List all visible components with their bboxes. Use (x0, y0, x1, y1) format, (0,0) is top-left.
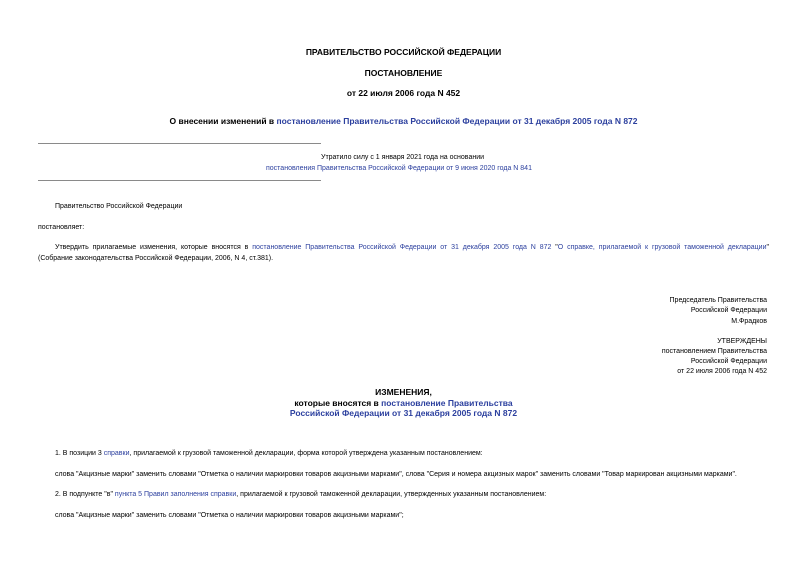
signature-name: М.Фрадков (731, 318, 767, 325)
paragraph-source: (Собрание законодательства Российской Федерации, 2006, N 4, ст.381). (38, 255, 274, 262)
status-line: Утратило силу с 1 января 2021 года на основании (321, 154, 485, 161)
approved-by: постановлением Правительства (661, 348, 767, 355)
item-2-pre: 2. В подпункте "в" (55, 491, 115, 498)
issuer: Правительство Российской Федерации (55, 203, 183, 210)
item-1-text: слова "Акцизные марки" заменить словами "Отметка о наличии маркировки товаров акцизными марками", слова "Серия и номера акцизных марок" заменить словами "Товар маркирован акцизными марками". (55, 471, 737, 478)
status-top-divider (38, 143, 321, 144)
para-start: Утвердить прилагаемые изменения, которые вносятся в (55, 244, 253, 251)
changes-subtitle (0, 398, 807, 408)
title-link[interactable]: постановление Правительства Российской Федерации от 31 декабря 2005 года N 872 (276, 116, 638, 126)
para-quote: " (766, 244, 769, 251)
document-title (0, 116, 807, 126)
item-2-post: , прилагаемой к грузовой таможенной декларации, утвержденных указанным постановлением: (236, 491, 547, 498)
para-link-decree[interactable]: постановление Правительства Российской Федерации от 31 декабря 2005 года N 872 (252, 244, 552, 251)
item-1-post: , прилагаемой к грузовой таможенной декларации, форма которой утверждена указанным постановлением: (129, 450, 483, 457)
approved-date: от 22 июля 2006 года N 452 (677, 368, 767, 375)
title-prefix: О внесении изменений в (169, 116, 277, 126)
decrees-word: постановляет: (38, 224, 85, 231)
item-1-link[interactable]: справки (103, 450, 130, 457)
document-type: ПОСТАНОВЛЕНИЕ (364, 68, 443, 78)
signature-position: Председатель Правительства (669, 297, 767, 304)
changes-subtitle-prefix: которые вносятся в (294, 398, 382, 408)
item-2-text: слова "Акцизные марки" заменить словами "Отметка о наличии маркировки товаров акцизными марками"; (55, 512, 404, 519)
document-date-number: от 22 июля 2006 года N 452 (346, 88, 461, 98)
status-link[interactable]: постановления Правительства Российской Федерации от 9 июня 2020 года N 841 (266, 165, 532, 172)
approved-label: УТВЕРЖДЕНЫ (717, 338, 767, 345)
item-2 (55, 491, 546, 498)
item-2-link[interactable]: пункта 5 Правил заполнения справки (114, 491, 237, 498)
changes-subtitle-link[interactable]: постановление Правительства (381, 398, 513, 408)
item-1 (55, 450, 483, 457)
approved-organization: Российской Федерации (690, 358, 767, 365)
changes-title: ИЗМЕНЕНИЯ, (375, 387, 432, 397)
para-link-certificate[interactable]: О справке, прилагаемой к грузовой таможенной декларации (557, 244, 767, 251)
para-mid: " (551, 244, 558, 251)
item-1-pre: 1. В позиции 3 (55, 450, 104, 457)
changes-subtitle-link-line2[interactable]: Российской Федерации от 31 декабря 2005 года N 872 (289, 408, 518, 418)
main-paragraph (55, 244, 769, 251)
government-heading: ПРАВИТЕЛЬСТВО РОССИЙСКОЙ ФЕДЕРАЦИИ (305, 47, 502, 57)
status-bottom-divider (38, 180, 321, 181)
signature-organization: Российской Федерации (690, 307, 767, 314)
